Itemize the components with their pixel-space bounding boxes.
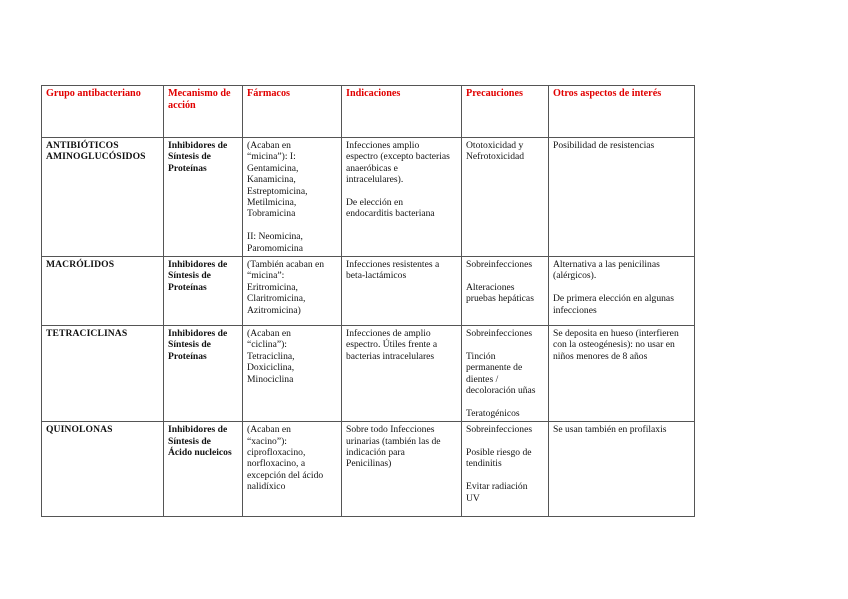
cell-line: decoloración uñas [466, 385, 536, 397]
cell-line: TETRACICLINAS [46, 328, 128, 340]
cell-line: urinarias (también las de [346, 435, 441, 447]
cell-otros [549, 257, 695, 326]
cell-line: anaeróbicas e [346, 162, 398, 174]
header-otros: Otros aspectos de interés [549, 86, 695, 138]
cell-line: Proteínas [168, 281, 207, 293]
cell-line: Infecciones resistentes a [346, 259, 440, 271]
cell-grupo [42, 138, 164, 257]
cell-line: Inhibidores de [168, 259, 228, 271]
cell-line: MACRÓLIDOS [46, 259, 115, 271]
cell-line: Minociclina [247, 373, 294, 385]
cell-line: II: Neomicina, [247, 231, 303, 243]
cell-line: (alérgicos). [553, 270, 597, 282]
cell-line: niños menores de 8 años [553, 350, 648, 362]
cell-line: Ototoxicidad y [466, 140, 524, 151]
cell-line: norfloxacino, a [247, 458, 306, 470]
header-farmacos: Fármacos [243, 86, 342, 138]
cell-line: bacterias intracelulares [346, 350, 435, 362]
cell-line: Tobramicina [247, 208, 296, 220]
cell-line: Kanamicina, [247, 174, 296, 186]
cell-line: Inhibidores de [168, 424, 228, 436]
cell-line: Azitromicina) [247, 304, 301, 316]
cell-line: Ácido nucleicos [168, 447, 232, 459]
cell-line: (Acaban en [247, 140, 291, 151]
cell-farmacos [243, 326, 342, 422]
cell-line: Penicilinas) [346, 458, 392, 470]
cell-line: Tetraciclina, [247, 350, 295, 362]
cell-grupo [42, 326, 164, 422]
cell-indicaciones [342, 326, 462, 422]
cell-line: “micina”: [247, 270, 285, 282]
cell-line: beta-lactámicos [346, 270, 407, 282]
cell-line: Infecciones de amplio [346, 328, 431, 340]
cell-precauciones [462, 257, 549, 326]
cell-line: De elección en [346, 197, 403, 209]
cell-line: AMINOGLUCÓSIDOS [46, 151, 146, 163]
line-gap [346, 186, 457, 197]
cell-precauciones [462, 326, 549, 422]
cell-line: Gentamicina, [247, 162, 299, 174]
table-header-row [42, 86, 695, 138]
cell-otros [549, 138, 695, 257]
table-row [42, 422, 695, 517]
cell-line: nalidíxico [247, 481, 286, 493]
cell-line: Síntesis de [168, 270, 211, 282]
cell-line: Sobreinfecciones [466, 424, 533, 436]
header-indicaciones: Indicaciones [342, 86, 462, 138]
line-gap [466, 270, 544, 281]
cell-line: dientes / [466, 373, 499, 385]
cell-line: espectro (excepto bacterias [346, 151, 450, 163]
cell-line: Síntesis de [168, 435, 211, 447]
cell-line: Sobreinfecciones [466, 259, 533, 271]
cell-line: espectro. Útiles frente a [346, 339, 438, 351]
cell-indicaciones [342, 422, 462, 517]
line-gap [553, 282, 690, 293]
table-row [42, 257, 695, 326]
cell-line: infecciones [553, 304, 597, 316]
cell-line: Proteínas [168, 350, 207, 362]
cell-indicaciones [342, 138, 462, 257]
cell-line: Sobre todo Infecciones [346, 424, 435, 436]
cell-line: pruebas hepáticas [466, 293, 534, 305]
cell-line: ciprofloxacino, [247, 447, 306, 459]
cell-line: intracelulares). [346, 174, 404, 186]
cell-precauciones [462, 138, 549, 257]
table-row [42, 326, 695, 422]
table-body [42, 138, 695, 517]
cell-line: Eritromicina, [247, 281, 298, 293]
cell-mecanismo [164, 138, 243, 257]
cell-farmacos [243, 422, 342, 517]
cell-grupo [42, 257, 164, 326]
cell-line: “xacino”): [247, 435, 287, 447]
cell-mecanismo [164, 257, 243, 326]
cell-farmacos [243, 138, 342, 257]
cell-otros [549, 422, 695, 517]
header-mecanismo: Mecanismo de acción [164, 86, 243, 138]
cell-farmacos [243, 257, 342, 326]
cell-line: ANTIBIÓTICOS [46, 140, 119, 151]
cell-line: (Acaban en [247, 424, 291, 436]
cell-line: permanente de [466, 362, 523, 374]
cell-line: endocarditis bacteriana [346, 208, 435, 220]
cell-line: Estreptomicina, [247, 185, 308, 197]
cell-line: Alteraciones [466, 281, 515, 293]
cell-line: Evitar radiación [466, 481, 528, 493]
cell-line: UV [466, 492, 480, 504]
cell-line: Infecciones amplio [346, 140, 420, 151]
line-gap [466, 470, 544, 481]
header-grupo: Grupo antibacteriano [42, 86, 164, 138]
cell-precauciones [462, 422, 549, 517]
cell-line: Tinción [466, 350, 496, 362]
cell-line: “micina”): I: [247, 151, 296, 163]
cell-line: Teratogénicos [466, 407, 520, 419]
cell-line: Sobreinfecciones [466, 328, 533, 340]
cell-line: Se deposita en hueso (interfieren [553, 328, 679, 340]
cell-mecanismo [164, 326, 243, 422]
cell-line: Doxiciclina, [247, 362, 295, 374]
cell-line: Claritromicina, [247, 293, 306, 305]
antibacterial-table [41, 85, 695, 517]
cell-line: indicación para [346, 447, 405, 459]
cell-line: Proteínas [168, 162, 207, 174]
cell-line: “ciclina”): [247, 339, 287, 351]
line-gap [247, 220, 337, 231]
cell-line: Alternativa a las penicilinas [553, 259, 660, 271]
table-row [42, 138, 695, 257]
cell-line: con la osteogénesis): no usar en [553, 339, 675, 351]
cell-line: tendinitis [466, 458, 502, 470]
cell-line: Se usan también en profilaxis [553, 424, 667, 436]
cell-line: Inhibidores de [168, 140, 228, 151]
cell-line: Nefrotoxicidad [466, 151, 525, 163]
cell-otros [549, 326, 695, 422]
cell-line: De primera elección en algunas [553, 293, 674, 305]
cell-line: QUINOLONAS [46, 424, 113, 436]
cell-line: Inhibidores de [168, 328, 228, 340]
cell-line: Metilmicina, [247, 197, 297, 209]
cell-line: Posible riesgo de [466, 447, 532, 459]
header-precauciones: Precauciones [462, 86, 549, 138]
cell-line: Síntesis de [168, 151, 211, 163]
cell-grupo [42, 422, 164, 517]
line-gap [466, 396, 544, 407]
cell-line: (Acaban en [247, 328, 291, 340]
cell-line: Paromomicina [247, 242, 303, 254]
cell-line: (También acaban en [247, 259, 325, 271]
cell-line: Síntesis de [168, 339, 211, 351]
line-gap [466, 339, 544, 350]
cell-line: excepción del ácido [247, 469, 324, 481]
cell-mecanismo [164, 422, 243, 517]
line-gap [466, 436, 544, 447]
cell-indicaciones [342, 257, 462, 326]
cell-line: Posibilidad de resistencias [553, 140, 655, 151]
